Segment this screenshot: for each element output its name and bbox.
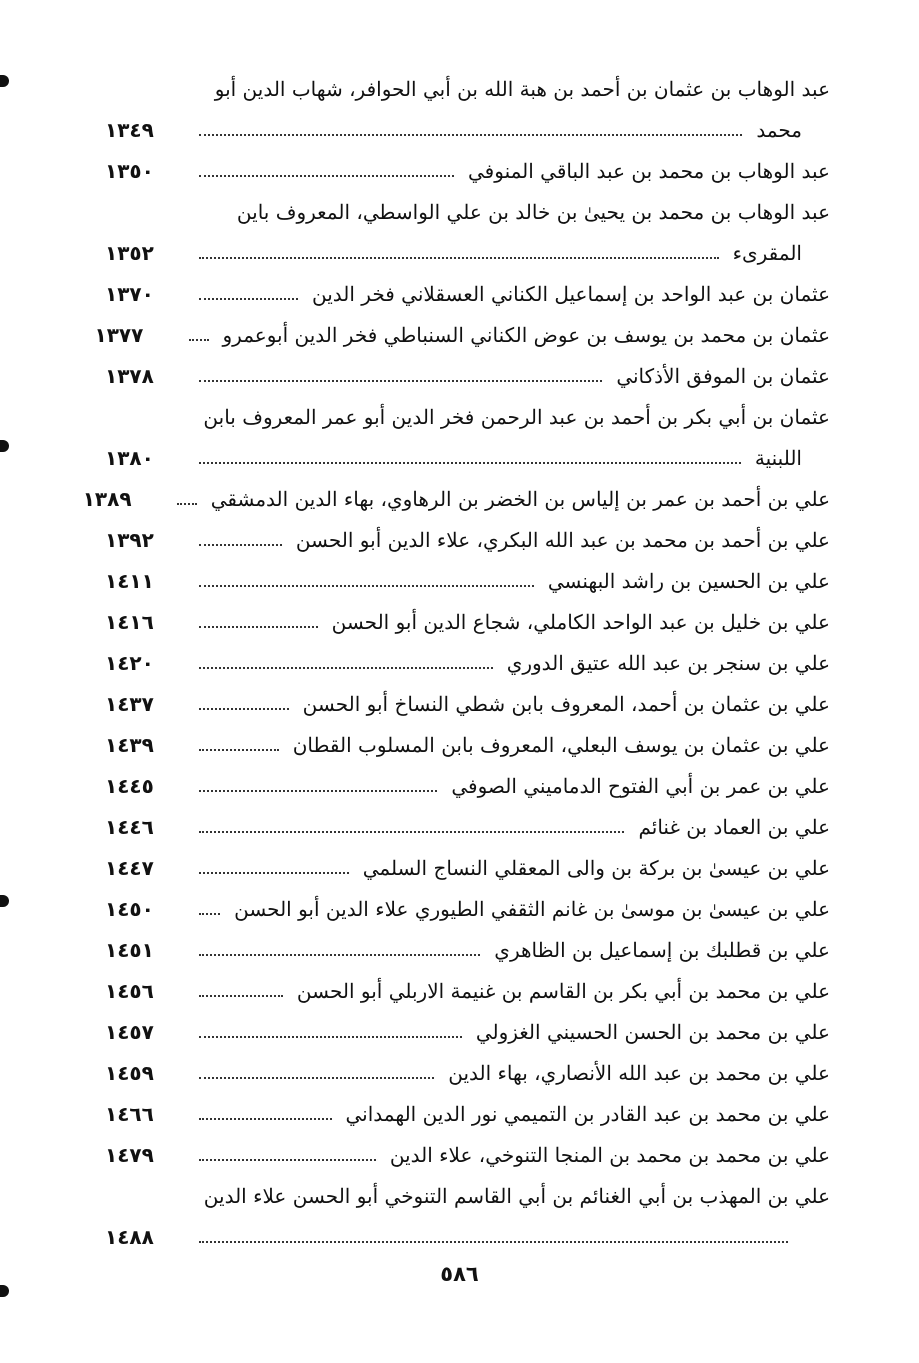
entry-title-continuation xyxy=(802,1249,830,1255)
dot-leader xyxy=(199,1241,788,1243)
entry-title: عثمان بن أبي بكر بن أحمد بن عبد الرحمن فخر الدين أبو عمر المعروف بابن xyxy=(203,405,830,429)
index-entry xyxy=(105,517,830,558)
index-entry xyxy=(105,189,830,271)
index-entry xyxy=(105,1050,830,1091)
dot-leader xyxy=(199,175,454,177)
entry-page-number: ١٣٨٩ xyxy=(82,487,132,511)
entry-title: علي بن محمد بن الحسن الحسيني الغزولي xyxy=(475,1020,830,1044)
dot-leader xyxy=(199,954,480,956)
index-entry xyxy=(105,640,830,681)
index-entry xyxy=(105,558,830,599)
scan-edge-mark xyxy=(0,440,9,452)
index-entry xyxy=(105,681,830,722)
entry-page-number: ١٣٤٩ xyxy=(105,118,154,142)
entry-page-number: ١٤٥٠ xyxy=(105,897,154,921)
entry-page-number: ١٣٥٠ xyxy=(105,159,154,183)
index-entry xyxy=(105,599,830,640)
entry-title: علي بن محمد بن عبد القادر بن التميمي نور الدين الهمداني xyxy=(345,1102,830,1126)
entry-page-number: ١٤٥٧ xyxy=(105,1020,154,1044)
index-entry xyxy=(105,1132,830,1173)
entry-title: علي بن عيسىٰ بن بركة بن والى المعقلي النساج السلمي xyxy=(362,856,830,880)
dot-leader xyxy=(199,380,602,382)
entry-title: علي بن العماد بن غنائم xyxy=(638,815,830,839)
scan-edge-mark xyxy=(0,895,9,907)
entry-title: علي بن عثمان بن يوسف البعلي، المعروف بابن المسلوب القطان xyxy=(292,733,830,757)
index-entry xyxy=(105,1173,830,1255)
entry-title: علي بن الحسين بن راشد البهنسي xyxy=(547,569,830,593)
entry-title-continuation: اللبنية xyxy=(754,446,802,470)
dot-leader xyxy=(199,872,349,874)
dot-leader xyxy=(199,1159,376,1161)
entry-page-number: ١٤٦٦ xyxy=(105,1102,154,1126)
dot-leader xyxy=(199,1036,462,1038)
dot-leader xyxy=(189,339,209,341)
scan-edge-mark xyxy=(0,1285,9,1297)
index-entry xyxy=(105,804,830,845)
dot-leader xyxy=(199,257,719,259)
index-entry xyxy=(105,722,830,763)
entry-page-number: ١٤١١ xyxy=(105,569,154,593)
dot-leader xyxy=(199,626,318,628)
entry-page-number: ١٣٧٨ xyxy=(105,364,154,388)
index-entry xyxy=(105,968,830,1009)
index-entry xyxy=(105,394,830,476)
entry-title: عبد الوهاب بن محمد بن يحيىٰ بن خالد بن علي الواسطي، المعروف باين xyxy=(236,200,830,224)
entry-page-number: ١٣٥٢ xyxy=(105,241,154,265)
entry-title: علي بن قطلبك بن إسماعيل بن الظاهري xyxy=(494,938,830,962)
index-entry xyxy=(82,476,830,517)
entry-page-number: ١٤٥١ xyxy=(105,938,154,962)
dot-leader xyxy=(199,667,493,669)
index-entry xyxy=(105,763,830,804)
entry-page-number: ١٣٨٠ xyxy=(105,446,154,470)
entry-title: علي بن محمد بن أبي بكر بن القاسم بن غنيمة الاربلي أبو الحسن xyxy=(296,979,830,1003)
entry-title: عبد الوهاب بن محمد بن عبد الباقي المنوفي xyxy=(468,159,830,183)
entry-title: علي بن عيسىٰ بن موسىٰ بن غانم الثقفي الطيوري علاء الدين أبو الحسن xyxy=(234,897,830,921)
scan-edge-mark xyxy=(0,75,9,87)
dot-leader xyxy=(199,1077,434,1079)
dot-leader xyxy=(177,503,197,505)
dot-leader xyxy=(199,749,279,751)
page-number: ٥٨٦ xyxy=(440,1262,479,1286)
entry-title: علي بن المهذب بن أبي الغنائم بن أبي القاسم التنوخي أبو الحسن علاء الدين xyxy=(203,1184,830,1208)
entry-title-continuation: المقرىء xyxy=(732,241,802,265)
index-entry xyxy=(105,927,830,968)
dot-leader xyxy=(199,1118,332,1120)
entry-title: علي بن محمد بن عبد الله الأنصاري، بهاء الدين xyxy=(448,1061,830,1085)
dot-leader xyxy=(199,298,298,300)
dot-leader xyxy=(199,708,289,710)
entry-title: علي بن أحمد بن محمد بن عبد الله البكري، علاء الدين أبو الحسن xyxy=(295,528,830,552)
entry-page-number: ١٤١٦ xyxy=(105,610,154,634)
index-entry xyxy=(105,886,830,927)
dot-leader xyxy=(199,585,534,587)
dot-leader xyxy=(199,544,282,546)
dot-leader xyxy=(199,134,742,136)
index-entry xyxy=(105,271,830,312)
index-list xyxy=(82,66,830,1255)
dot-leader xyxy=(199,995,283,997)
entry-page-number: ١٤٧٩ xyxy=(105,1143,154,1167)
entry-page-number: ١٣٩٢ xyxy=(105,528,154,552)
dot-leader xyxy=(199,831,624,833)
entry-page-number: ١٤٥٩ xyxy=(105,1061,154,1085)
index-entry xyxy=(94,312,830,353)
dot-leader xyxy=(199,462,741,464)
entry-page-number: ١٤٥٦ xyxy=(105,979,154,1003)
index-entry xyxy=(105,66,830,148)
entry-title: علي بن أحمد بن عمر بن إلياس بن الخضر بن الرهاوي، بهاء الدين الدمشقي xyxy=(210,487,830,511)
entry-page-number: ١٤٤٧ xyxy=(105,856,154,880)
entry-title: علي بن عمر بن أبي الفتوح الدماميني الصوفي xyxy=(451,774,830,798)
dot-leader xyxy=(199,913,220,915)
entry-title: عبد الوهاب بن عثمان بن أحمد بن هبة الله بن أبي الحوافر، شهاب الدين أبو xyxy=(214,77,830,101)
index-entry xyxy=(105,353,830,394)
entry-title-continuation: محمد xyxy=(756,118,802,142)
index-entry xyxy=(105,845,830,886)
entry-page-number: ١٤٤٥ xyxy=(105,774,154,798)
entry-title: عثمان بن الموفق الأذكاني xyxy=(616,364,830,388)
entry-title: علي بن سنجر بن عبد الله عتيق الدوري xyxy=(506,651,830,675)
index-entry xyxy=(105,148,830,189)
entry-page-number: ١٣٧٧ xyxy=(94,323,144,347)
entry-title: علي بن عثمان بن أحمد، المعروف بابن شطي النساخ أبو الحسن xyxy=(302,692,830,716)
entry-page-number: ١٤٣٧ xyxy=(105,692,154,716)
dot-leader xyxy=(199,790,437,792)
entry-page-number: ١٤٢٠ xyxy=(105,651,154,675)
index-entry xyxy=(105,1091,830,1132)
entry-title: عثمان بن محمد بن يوسف بن عوض الكناني السنباطي فخر الدين أبوعمرو xyxy=(222,323,830,347)
entry-page-number: ١٤٨٨ xyxy=(105,1225,154,1249)
entry-title: علي بن خليل بن عبد الواحد الكاملي، شجاع الدين أبو الحسن xyxy=(331,610,830,634)
entry-page-number: ١٤٤٦ xyxy=(105,815,154,839)
entry-title: عثمان بن عبد الواحد بن إسماعيل الكناني العسقلاني فخر الدين xyxy=(312,282,830,306)
entry-page-number: ١٤٣٩ xyxy=(105,733,154,757)
entry-page-number: ١٣٧٠ xyxy=(105,282,154,306)
index-entry xyxy=(105,1009,830,1050)
entry-title: علي بن محمد بن محمد بن المنجا التنوخي، علاء الدين xyxy=(389,1143,830,1167)
